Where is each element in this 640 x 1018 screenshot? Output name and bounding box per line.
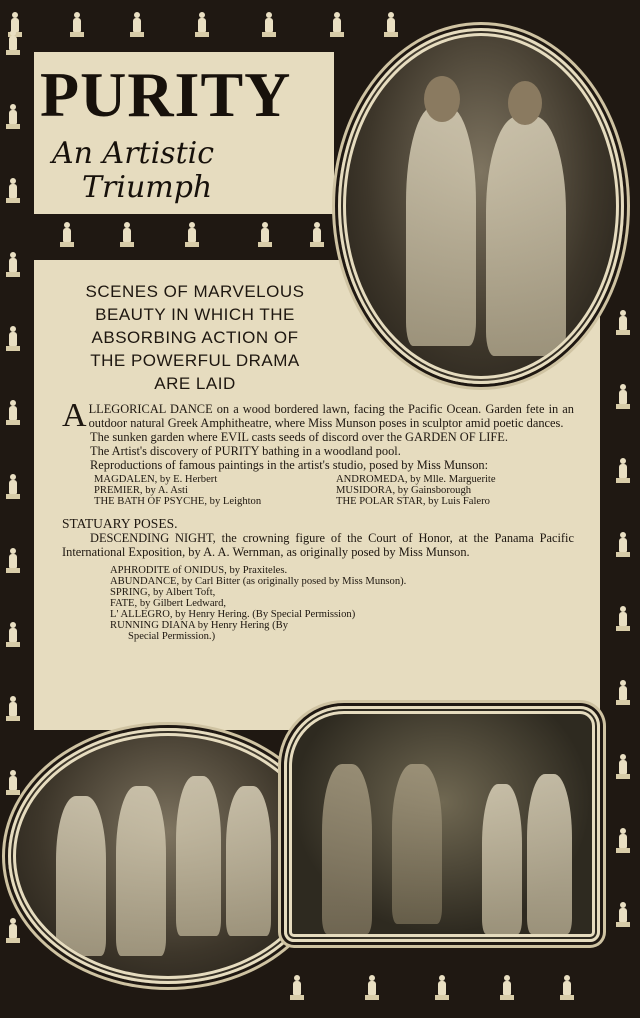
painting-item: THE POLAR STAR, by Luis Falero [336,496,490,507]
statue-item: APHRODITE of ONIDUS, by Praxiteles. [110,565,288,576]
painting-item: ANDROMEDA, by Mlle. Marguerite [336,474,496,485]
paragraph: LLEGORICAL DANCE on a wood bordered lawn, facing the Pacific Ocean. Garden fete in an outdoor natural Greek Amphitheatre, where Miss Munson poses in sculptor amid poetic dances. [88,402,574,430]
statuette-icon [6,696,20,722]
statuette-icon [195,12,209,38]
statuette-icon [290,975,304,1001]
statue-item: FATE, by Gilbert Ledward, [110,598,227,609]
statue-item: SPRING, by Albert Toft, [110,587,216,598]
statuette-icon [616,828,630,854]
statuette-icon [500,975,514,1001]
statue-item: RUNNING DIANA by Henry Hering (By [110,620,289,631]
painting-item: PREMIER, by A. Asti [94,485,188,496]
statue-item: Special Permission.) [128,631,216,642]
statuette-icon [60,222,74,248]
statuette-icon [262,12,276,38]
statuette-icon [6,178,20,204]
statuette-icon [6,30,20,56]
statuette-icon [185,222,199,248]
scene-description [62,397,574,642]
painting-item: MUSIDORA, by Gainsborough [336,485,472,496]
statuette-icon [6,474,20,500]
statuette-icon [6,252,20,278]
statue-item: L' ALLEGRO, by Henry Hering. (By Special Permission) [110,609,356,620]
statuette-icon [616,902,630,928]
heading-line: THE POWERFUL DRAMA [90,351,300,370]
drop-cap: A [62,397,87,434]
subtitle-line-1: An Artistic [52,136,215,171]
photo-artist-scene [284,706,600,942]
paragraph: The Artist's discovery of PURITY bathing in a woodland pool. [90,444,401,458]
photo-two-women-oval [338,28,624,384]
intro-heading [60,280,330,395]
paragraph: Reproductions of famous paintings in the artist's studio, posed by Miss Munson: [90,458,489,472]
statue-item: ABUNDANCE, by Carl Bitter (as originally posed by Miss Munson). [110,576,407,587]
statuette-icon [120,222,134,248]
statuette-icon [365,975,379,1001]
statuette-icon [435,975,449,1001]
page-title: PURITY [40,59,292,130]
statuette-icon [616,606,630,632]
painting-item: MAGDALEN, by E. Herbert [94,474,218,485]
statuette-icon [384,12,398,38]
painting-item: THE BATH OF PSYCHE, by Leighton [94,496,262,507]
statuette-icon [258,222,272,248]
statuette-icon [330,12,344,38]
statuette-icon [6,548,20,574]
statuette-icon [6,400,20,426]
statuette-icon [6,918,20,944]
statuette-icon [6,622,20,648]
statues-list [62,565,574,642]
statuette-icon [616,680,630,706]
statuary-heading: STATUARY POSES. [62,516,178,531]
heading-line: ABSORBING ACTION OF [91,328,299,347]
statuette-icon [310,222,324,248]
statuette-icon [6,104,20,130]
paragraph: The sunken garden where EVIL casts seeds of discord over the GARDEN OF LIFE. [90,430,508,444]
photo-group-women-oval [8,728,328,984]
heading-line: SCENES OF MARVELOUS [85,282,305,301]
statuette-icon [616,532,630,558]
statuette-icon [616,458,630,484]
statuette-icon [616,384,630,410]
statuette-icon [616,310,630,336]
statuette-icon [616,754,630,780]
paintings-list [62,474,574,507]
statuette-icon [6,326,20,352]
statuette-icon [560,975,574,1001]
statuette-icon [130,12,144,38]
statuette-icon [70,12,84,38]
heading-line: ARE LAID [154,374,236,393]
statuette-icon [6,770,20,796]
paragraph: DESCENDING NIGHT, the crowning figure of the Court of Honor, at the Panama Pacific International Exposition, by A. A. Wernman, as originally posed by Miss Munson. [62,531,574,559]
heading-line: BEAUTY IN WHICH THE [95,305,295,324]
subtitle-line-2: Triumph [82,170,213,205]
